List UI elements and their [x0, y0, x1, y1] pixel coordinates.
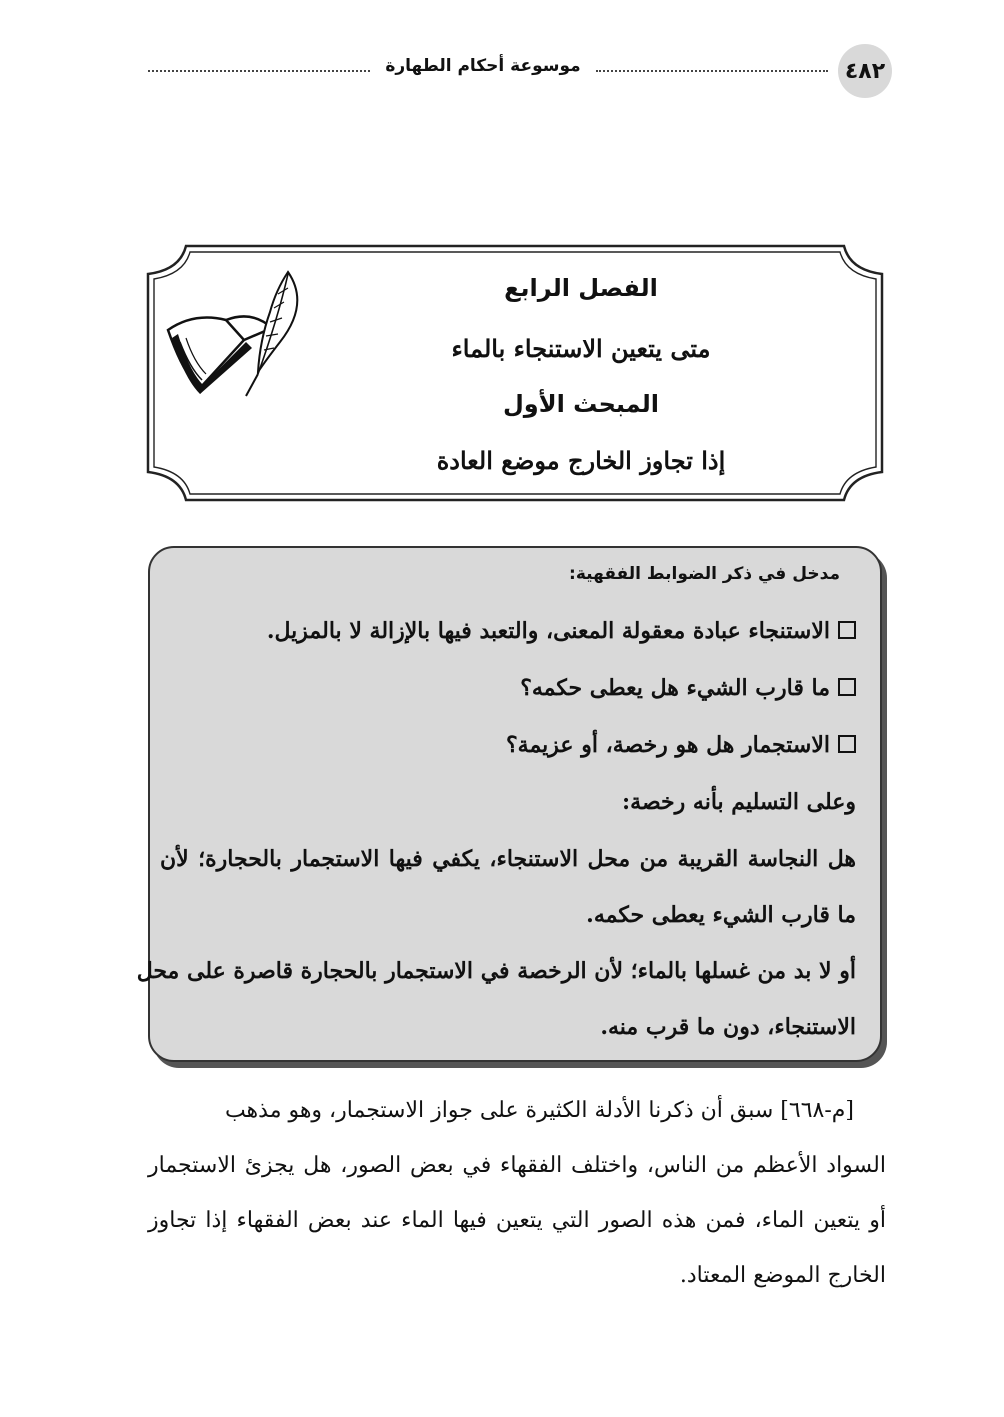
checkbox-icon [838, 735, 856, 753]
question-2-line-1: أو لا بد من غسلها بالماء؛ لأن الرخصة في الاستجمار بالحجارة قاصرة على محل [136, 958, 856, 984]
chapter-title-frame [146, 244, 884, 502]
page-number: ٤٨٢ [838, 44, 892, 98]
chapter-label: الفصل الرابع [504, 274, 658, 302]
question-1-line-1: هل النجاسة القريبة من محل الاستنجاء، يكفي فيها الاستجمار بالحجارة؛ لأن [160, 846, 856, 872]
body-line-2: السواد الأعظم من الناس، واختلف الفقهاء في بعض الصور، هل يجزئ الاستجمار [148, 1153, 886, 1178]
question-2-line-2: الاستنجاء، دون ما قرب منه. [600, 1014, 856, 1040]
header-dotted-rule-left [148, 70, 370, 72]
section-label: المبحث الأول [502, 390, 660, 418]
rules-intro: وعلى التسليم بأنه رخصة: [622, 789, 856, 815]
section-title: إذا تجاوز الخارج موضع العادة [436, 446, 726, 475]
book-quill-icon [160, 268, 310, 398]
header-dotted-rule-right [596, 70, 828, 72]
rule-item: الاستجمار هل هو رخصة، أو عزيمة؟ [506, 732, 856, 758]
checkbox-icon [838, 678, 856, 696]
chapter-title: متى يتعين الاستنجاء بالماء [451, 334, 711, 363]
body-line-1: [م-٦٦٨] سبق أن ذكرنا الأدلة الكثيرة على جواز الاستجمار، وهو مذهب [224, 1098, 854, 1123]
question-1-line-2: ما قارب الشيء يعطى حكمه. [586, 902, 856, 928]
body-line-3: أو يتعين الماء، فمن هذه الصور التي يتعين فيها الماء عند بعض الفقهاء إذا تجاوز [148, 1208, 886, 1233]
body-line-4: الخارج الموضع المعتاد. [679, 1263, 886, 1288]
rules-box [136, 546, 882, 1062]
rule-item: ما قارب الشيء هل يعطى حكمه؟ [520, 675, 856, 701]
checkbox-icon [838, 621, 856, 639]
rules-heading: مدخل في ذكر الضوابط الفقهية: [569, 564, 840, 584]
running-title: موسوعة أحكام الطهارة [385, 56, 581, 76]
rule-item: الاستنجاء عبادة معقولة المعنى، والتعبد فيها بالإزالة لا بالمزيل. [267, 618, 856, 644]
